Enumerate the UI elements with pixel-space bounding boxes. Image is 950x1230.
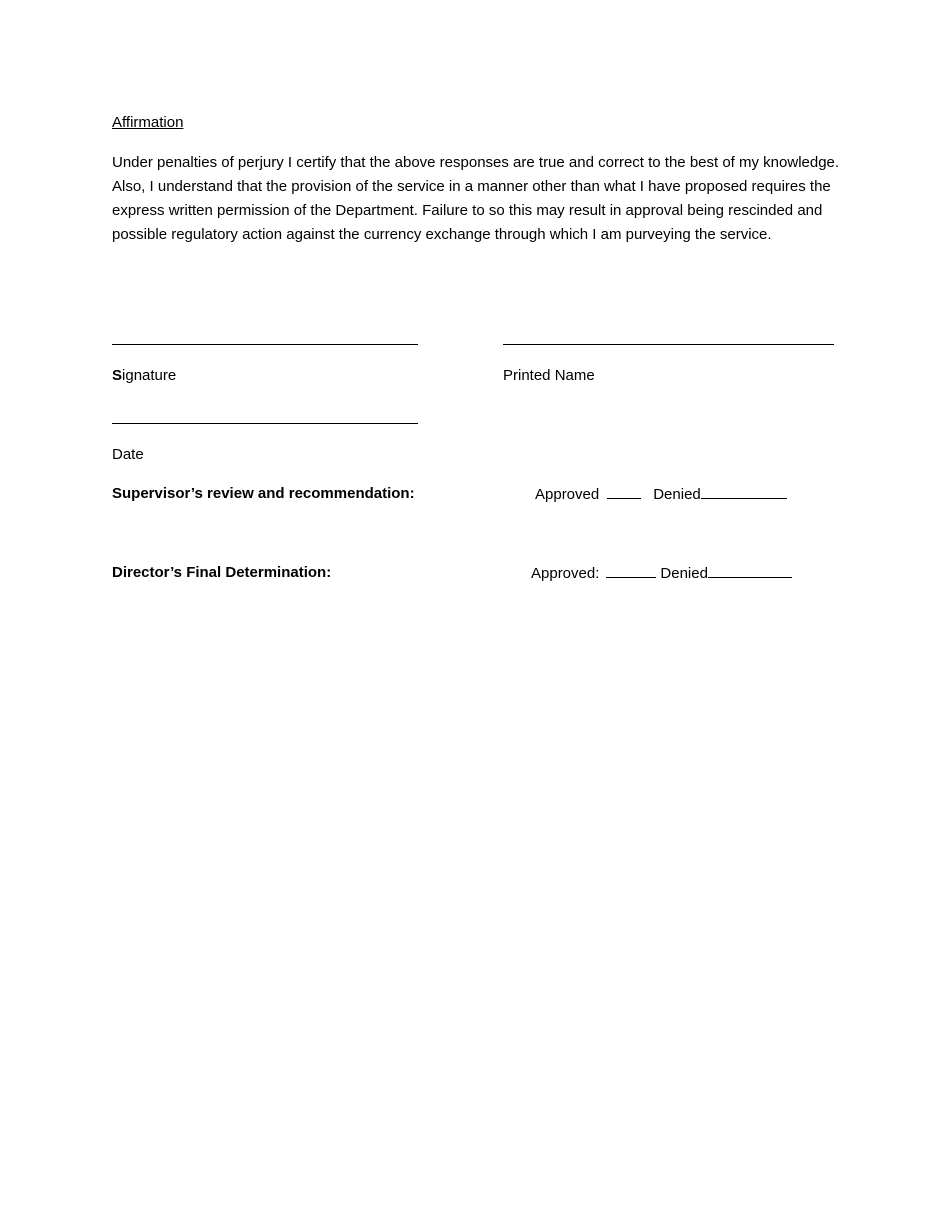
signature-line: [112, 344, 418, 345]
supervisor-approved-label: Approved: [535, 486, 600, 503]
date-line: [112, 423, 418, 424]
signature-label-rest: ignature: [122, 367, 177, 384]
supervisor-denied-label: Denied: [653, 486, 701, 503]
supervisor-review-label: Supervisor’s review and recommendation:: [112, 485, 415, 502]
signature-label-initial: S: [112, 367, 123, 384]
printed-name-line: [503, 344, 834, 345]
signature-label: [112, 367, 176, 385]
director-approval-fields: [531, 564, 796, 583]
printed-name-label: Printed Name: [503, 367, 595, 384]
date-label: Date: [112, 446, 144, 463]
affirmation-paragraph: Under penalties of perjury I certify that the above responses are true and correct to the best of my knowledge. Also, I understand that the provision of the service in a manner other than what I have proposed requires the express written permission of the Department. Failure to so this may result in approval being rescinded and possible regulatory action against the currency exchange through which I am purveying the service.: [112, 154, 840, 243]
director-determination-label: Director’s Final Determination:: [112, 564, 332, 581]
director-approved-blank: [606, 564, 656, 578]
director-denied-blank: [708, 564, 792, 578]
supervisor-approval-fields: [535, 485, 791, 504]
supervisor-approved-blank: [607, 485, 641, 499]
director-approved-label: Approved:: [531, 565, 600, 582]
supervisor-denied-blank: [701, 485, 787, 499]
affirmation-heading: Affirmation: [112, 114, 184, 131]
director-denied-label: Denied: [660, 565, 708, 582]
